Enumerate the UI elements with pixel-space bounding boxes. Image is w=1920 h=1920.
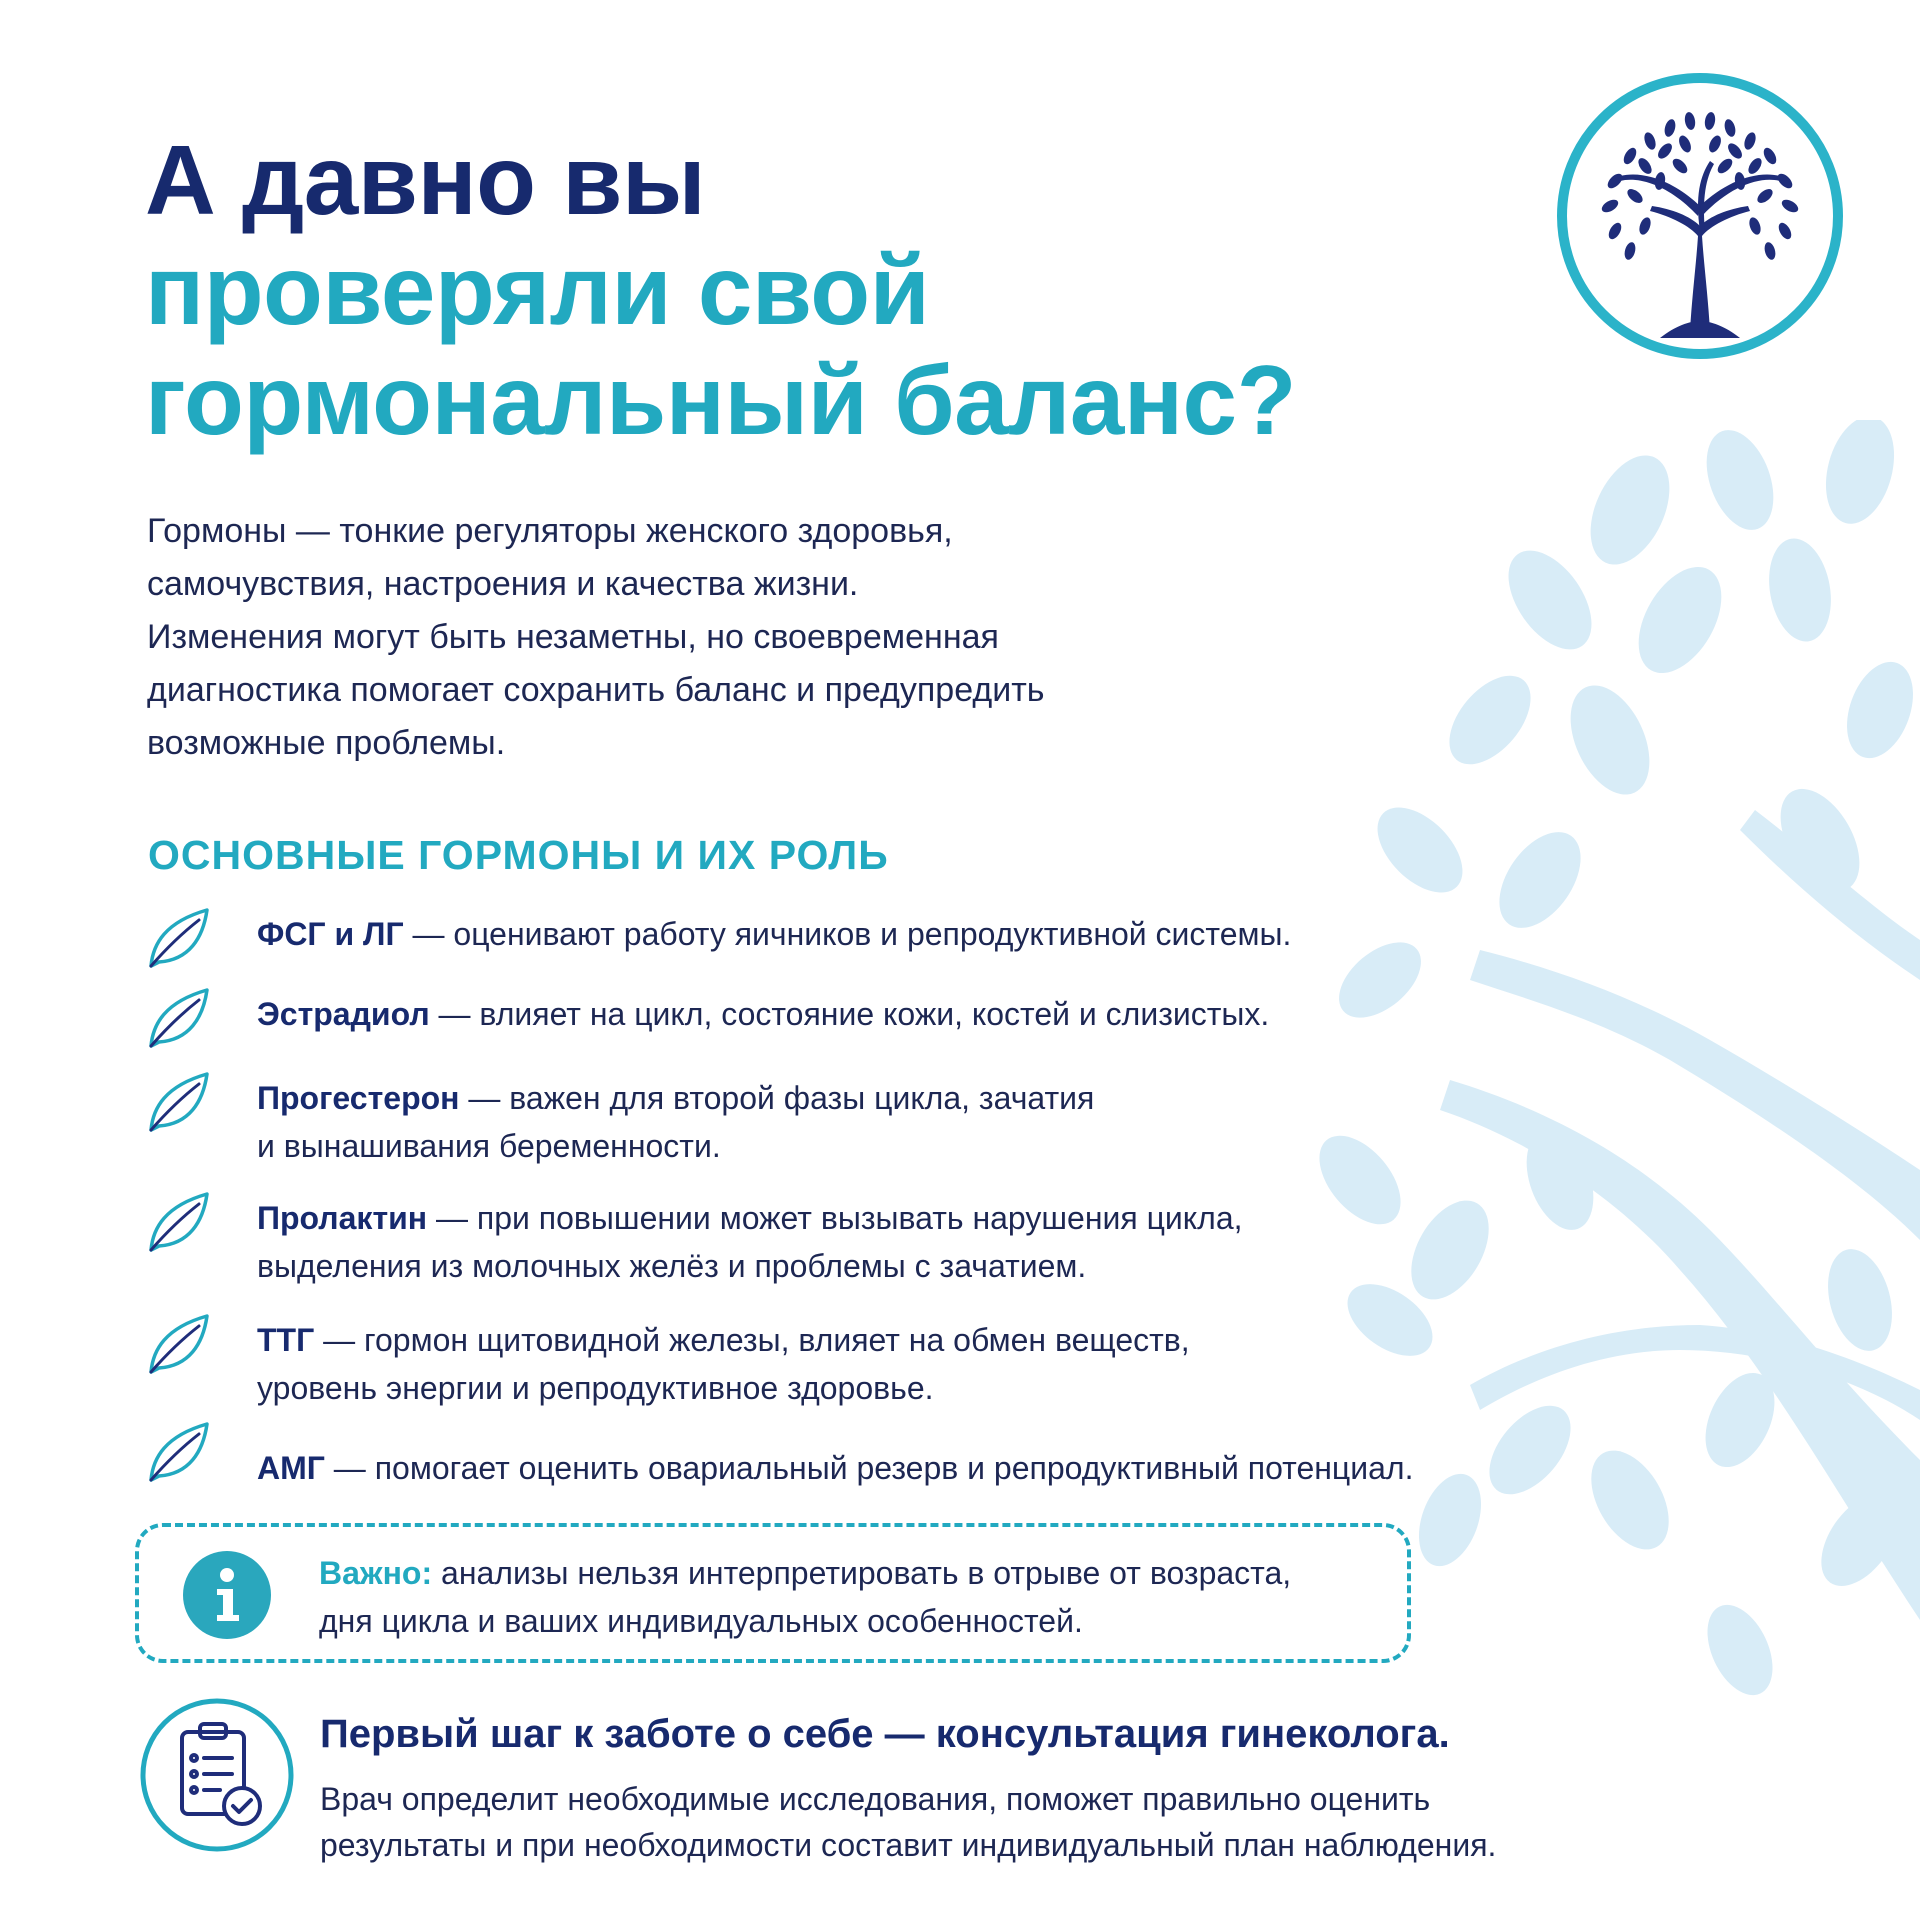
leaf-icon: [145, 1310, 215, 1378]
hormone-text: [257, 990, 1557, 1038]
hormone-description-line-2: и вынашивания беременности.: [257, 1128, 721, 1164]
hormone-text: [257, 910, 1557, 958]
hormone-name: ФСГ и ЛГ: [257, 916, 404, 952]
hormone-name: Прогестерон: [257, 1080, 460, 1116]
hormone-name: Эстрадиол: [257, 996, 430, 1032]
intro-line: Изменения могут быть незаметны, но своевременная: [147, 618, 999, 656]
first-step-line-1: Врач определит необходимые исследования, поможет правильно оценить: [320, 1781, 1431, 1817]
hormone-description-line-2: выделения из молочных желёз и проблемы с зачатием.: [257, 1248, 1087, 1284]
hormone-description-line-2: уровень энергии и репродуктивное здоровье.: [257, 1370, 934, 1406]
hormone-text: [257, 1074, 1557, 1170]
headline-line-3: гормональный баланс?: [145, 345, 1296, 455]
intro-line: диагностика помогает сохранить баланс и предупредить: [147, 671, 1045, 709]
hormone-description: — оценивают работу яичников и репродуктивной системы.: [403, 916, 1292, 952]
notice-line-2: дня цикла и ваших индивидуальных особенностей.: [319, 1603, 1083, 1639]
hormone-description: — влияет на цикл, состояние кожи, костей и слизистых.: [429, 996, 1270, 1032]
notice-line-1: анализы нельзя интерпретировать в отрыве от возраста,: [432, 1555, 1292, 1591]
important-notice-box: [135, 1523, 1411, 1663]
section-title: ОСНОВНЫЕ ГОРМОНЫ И ИХ РОЛЬ: [148, 832, 889, 878]
tree-of-life-logo-icon: [1550, 66, 1850, 366]
notice-label: Важно:: [319, 1555, 433, 1591]
page-headline: [145, 125, 1296, 455]
leaf-icon: [145, 1418, 215, 1486]
hormone-description: — помогает оценить овариальный резерв и репродуктивный потенциал.: [324, 1450, 1414, 1486]
hormone-name: ТТГ: [257, 1322, 315, 1358]
notice-text: [319, 1549, 1379, 1645]
hormone-text: [257, 1444, 1557, 1492]
hormone-name: Пролактин: [257, 1200, 428, 1236]
intro-line: самочувствия, настроения и качества жизни.: [147, 565, 859, 603]
hormone-text: [257, 1194, 1557, 1290]
hormone-name: АМГ: [257, 1450, 325, 1486]
headline-line-2: проверяли свой: [145, 235, 930, 345]
intro-line: Гормоны — тонкие регуляторы женского здоровья,: [147, 512, 953, 550]
hormone-description: — гормон щитовидной железы, влияет на обмен веществ,: [314, 1322, 1190, 1358]
hormone-description: — важен для второй фазы цикла, зачатия: [459, 1080, 1095, 1116]
leaf-icon: [145, 984, 215, 1052]
clipboard-check-icon: [138, 1696, 296, 1854]
first-step-title: Первый шаг к заботе о себе — консультация гинеколога.: [320, 1712, 1450, 1756]
headline-line-1: А давно вы: [145, 125, 706, 235]
leaf-icon: [145, 904, 215, 972]
first-step-text: [320, 1776, 1520, 1868]
hormone-text: [257, 1316, 1557, 1412]
intro-line: возможные проблемы.: [147, 724, 506, 762]
leaf-icon: [145, 1188, 215, 1256]
intro-paragraph: [147, 505, 1147, 770]
info-icon: [181, 1549, 273, 1641]
leaf-icon: [145, 1068, 215, 1136]
first-step-line-2: результаты и при необходимости составит индивидуальный план наблюдения.: [320, 1827, 1497, 1863]
hormone-description: — при повышении может вызывать нарушения цикла,: [427, 1200, 1243, 1236]
